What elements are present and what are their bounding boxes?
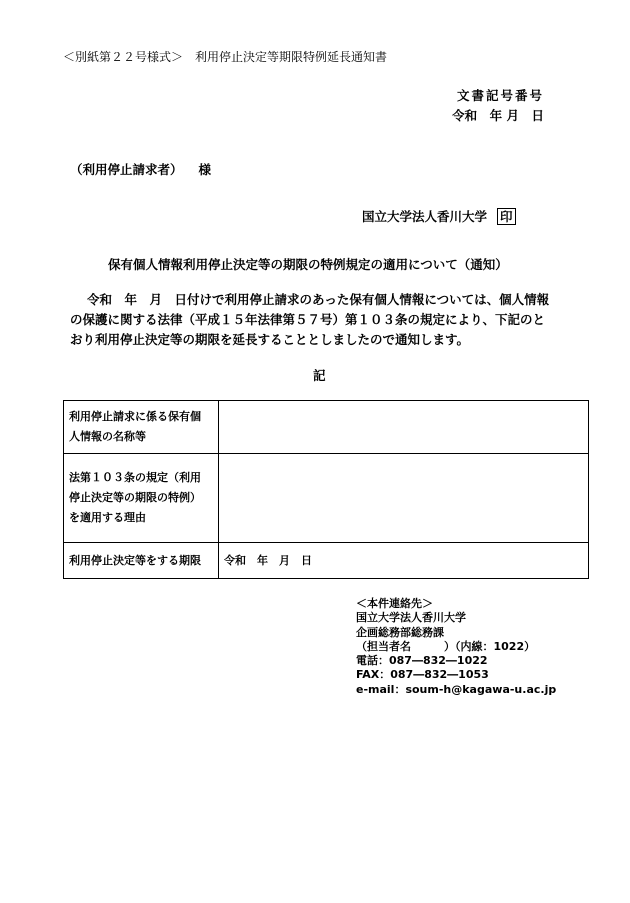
table-value-cell <box>219 401 589 454</box>
recipient-line <box>70 160 211 178</box>
contact-heading: ＜本件連絡先＞ <box>356 597 433 610</box>
contact-email: e-mail：soum-h@kagawa-u.ac.jp <box>356 682 557 696</box>
table-value-cell: 令和 年 月 日 <box>219 543 589 579</box>
body-line: 令和 年 月 日付けで利用停止請求のあった保有個人情報については、個人情報 <box>87 292 550 307</box>
document-number: 文書記号番号 <box>456 88 544 103</box>
seal-stamp: 印 <box>497 208 516 225</box>
table-row <box>64 454 589 543</box>
contact-person: （担当者名 ）（内線：1022） <box>356 639 536 653</box>
table-label-cell: 利用停止請求に係る保有個 人情報の名称等 <box>64 401 219 454</box>
table-row <box>64 401 589 454</box>
sender-line <box>362 207 516 225</box>
contact-fax: FAX：087―832―1053 <box>356 668 489 682</box>
contact-info <box>356 597 556 697</box>
table-value-cell <box>219 454 589 543</box>
body-line: の保護に関する法律（平成１５年法律第５７号）第１０３条の規定により、下記のと <box>70 312 546 327</box>
form-title: ＜別紙第２２号様式＞ 利用停止決定等期限特例延長通知書 <box>63 50 388 64</box>
details-table <box>63 400 589 579</box>
notice-body <box>70 290 590 350</box>
table-row <box>64 543 589 579</box>
contact-phone: 電話：087―832―1022 <box>356 654 488 668</box>
table-label-cell: 利用停止決定等をする期限 <box>64 543 219 579</box>
issue-date: 令和 年 月 日 <box>452 108 544 123</box>
sender-name: 国立大学法人香川大学 <box>362 209 488 224</box>
body-line: おり利用停止決定等の期限を延長することとしましたので通知します。 <box>70 332 470 347</box>
contact-dept: 企画総務部総務課 <box>356 625 444 639</box>
notice-subject: 保有個人情報利用停止決定等の期限の特例規定の適用について（通知） <box>108 257 508 272</box>
table-label-cell: 法第１０３条の規定（利用 停止決定等の期限の特例） を適用する理由 <box>64 454 219 543</box>
recipient-name: （利用停止請求者） <box>70 162 183 177</box>
ki-heading: 記 <box>313 368 326 383</box>
recipient-honorific: 様 <box>198 162 212 177</box>
contact-org: 国立大学法人香川大学 <box>356 611 466 625</box>
